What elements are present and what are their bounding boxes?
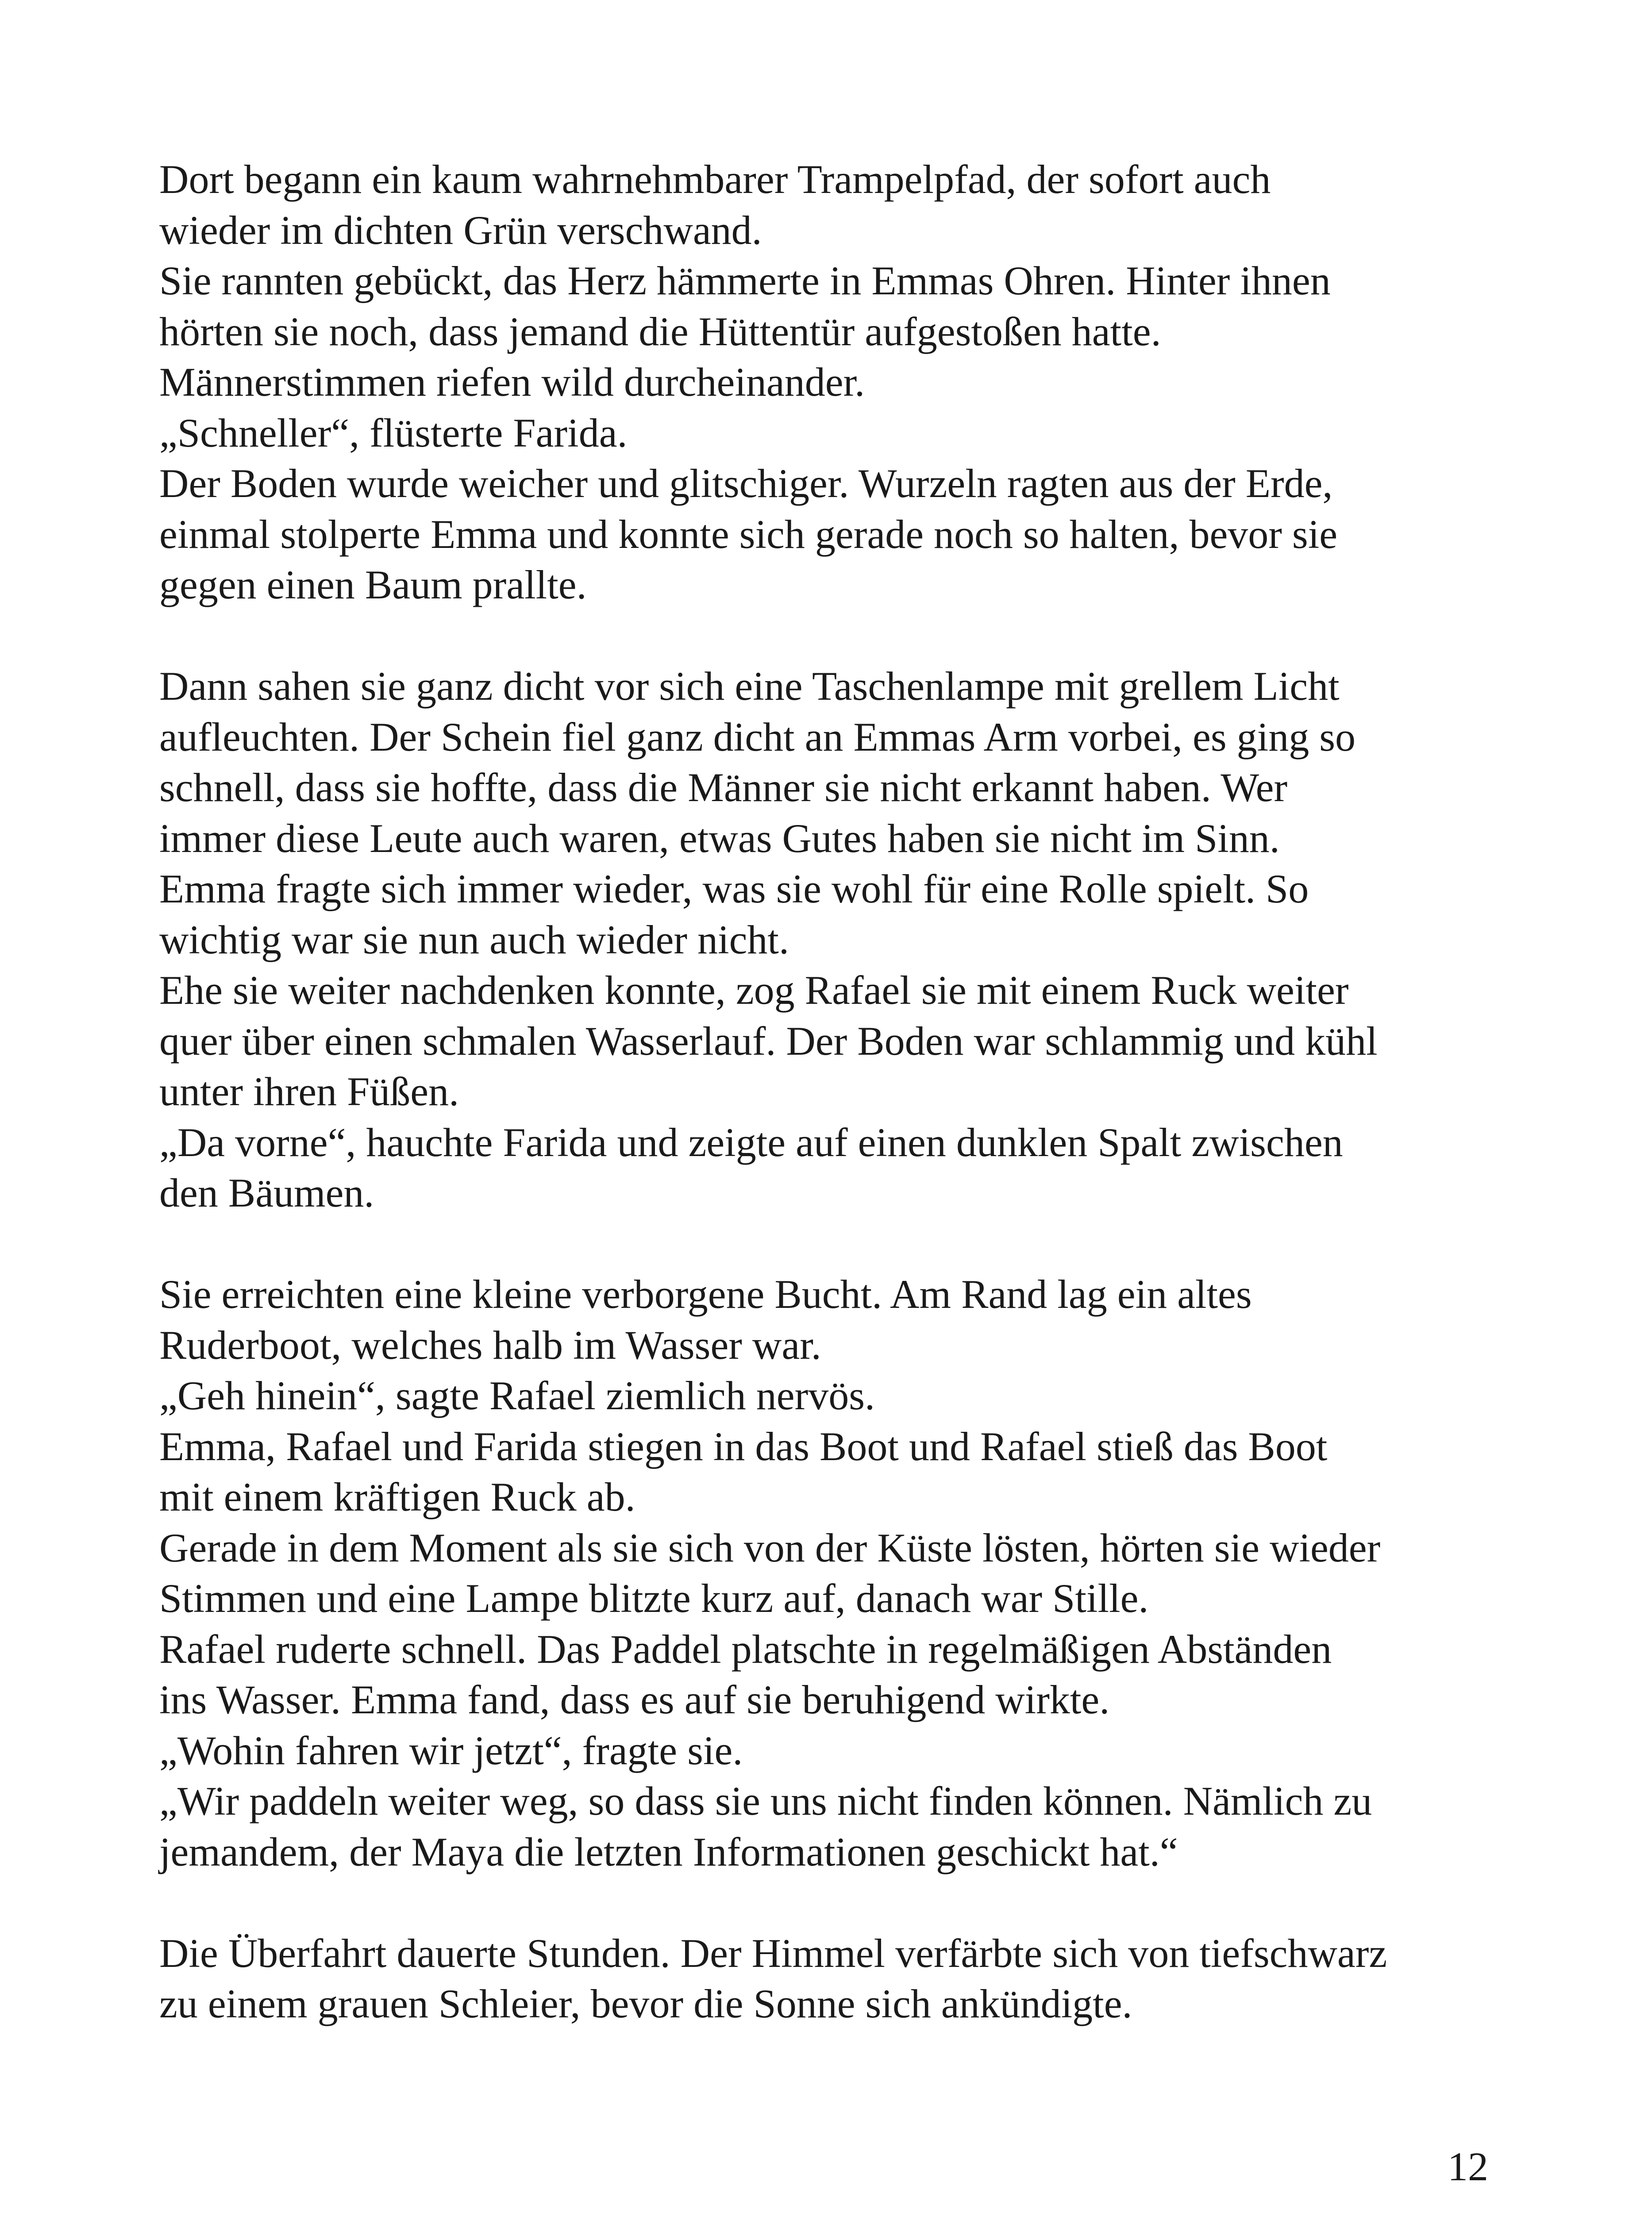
text-line: quer über einen schmalen Wasserlauf. Der Boden war schlammig und kühl [159,1018,1378,1064]
text-line: mit einem kräftigen Ruck ab. [159,1474,635,1519]
text-line: Emma fragte sich immer wieder, was sie wohl für eine Rolle spielt. So [159,866,1309,911]
text-line: hörten sie noch, dass jemand die Hüttentür aufgestoßen hatte. [159,308,1161,354]
text-line: einmal stolperte Emma und konnte sich gerade noch so halten, bevor sie [159,511,1338,557]
text-line: „Schneller“, flüsterte Farida. [159,410,628,455]
text-line: Dann sahen sie ganz dicht vor sich eine Taschenlampe mit grellem Licht [159,663,1340,709]
text-line: jemandem, der Maya die letzten Informationen geschickt hat.“ [159,1829,1178,1874]
paragraph-1 [159,154,1509,610]
text-line: unter ihren Füßen. [159,1069,459,1114]
text-line: wichtig war sie nun auch wieder nicht. [159,917,789,962]
text-line: ins Wasser. Emma fand, dass es auf sie beruhigend wirkte. [159,1677,1110,1722]
text-line: wieder im dichten Grün verschwand. [159,207,762,253]
text-line: „Wohin fahren wir jetzt“, fragte sie. [159,1727,743,1773]
text-line: aufleuchten. Der Schein fiel ganz dicht an Emmas Arm vorbei, es ging so [159,714,1355,760]
text-line: Sie erreichten eine kleine verborgene Bucht. Am Rand lag ein altes [159,1272,1252,1317]
text-line: Der Boden wurde weicher und glitschiger. Wurzeln ragten aus der Erde, [159,461,1333,506]
paragraph-2 [159,661,1509,1218]
text-line: Ehe sie weiter nachdenken konnte, zog Rafael sie mit einem Ruck weiter [159,968,1349,1013]
text-line: immer diese Leute auch waren, etwas Gutes haben sie nicht im Sinn. [159,815,1280,861]
text-line: „Da vorne“, hauchte Farida und zeigte auf einen dunklen Spalt zwischen [159,1119,1343,1165]
page-number: 12 [1448,2144,1488,2189]
text-line: Ruderboot, welches halb im Wasser war. [159,1322,821,1368]
text-line: „Wir paddeln weiter weg, so dass sie uns nicht finden können. Nämlich zu [159,1778,1372,1824]
text-line: schnell, dass sie hoffte, dass die Männer sie nicht erkannt haben. Wer [159,765,1288,810]
body-text [159,154,1509,2029]
text-line: „Geh hinein“, sagte Rafael ziemlich nervös. [159,1373,875,1418]
text-line: Die Überfahrt dauerte Stunden. Der Himmel verfärbte sich von tiefschwarz [159,1930,1387,1976]
text-line: gegen einen Baum prallte. [159,562,587,607]
text-line: Gerade in dem Moment als sie sich von der Küste lösten, hörten sie wieder [159,1525,1381,1570]
text-line: Dort begann ein kaum wahrnehmbarer Trampelpfad, der sofort auch [159,157,1271,202]
text-line: zu einem grauen Schleier, bevor die Sonne sich ankündigte. [159,1981,1132,2026]
text-line: Sie rannten gebückt, das Herz hämmerte in Emmas Ohren. Hinter ihnen [159,258,1331,303]
paragraph-3 [159,1269,1509,1877]
paragraph-4 [159,1928,1509,2029]
text-line: Stimmen und eine Lampe blitzte kurz auf, danach war Stille. [159,1576,1149,1621]
text-line: den Bäumen. [159,1170,374,1215]
text-line: Männerstimmen riefen wild durcheinander. [159,359,865,405]
text-line: Rafael ruderte schnell. Das Paddel platschte in regelmäßigen Abständen [159,1626,1332,1672]
text-line: Emma, Rafael und Farida stiegen in das Boot und Rafael stieß das Boot [159,1423,1328,1469]
